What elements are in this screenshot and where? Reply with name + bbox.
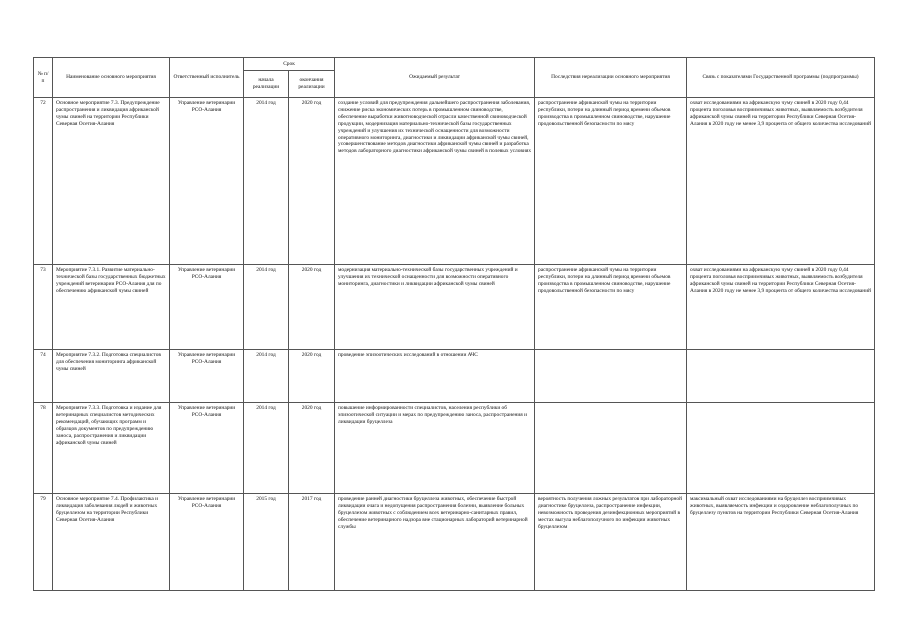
row-result: повышение информированности специалистов, населения республики об эпизоотической ситуации и мерах по предупреждению заноса, распространения и ликвидации бруцеллеза [335,403,535,494]
header-term: Срок [244,58,335,71]
header-name: Наименование основного мероприятия [53,58,170,98]
row-executor: Управление ветеринарии РСО-Алания [170,350,244,403]
row-name: Мероприятие 7.3.1. Развитие материально-технической базы государственных бюджетных учреждений ветеринарии РСО-Алания для по обеспечению африканской чумы свиней [53,265,170,350]
measures-table [33,57,875,591]
row-num: 78 [34,403,53,494]
row-consequences: распространение африканской чумы на территории республики, потери на длинный период времени объемов производства в промышленном свиноводстве, нарушение продовольственной безопасности по мясу [535,98,687,265]
row-link: охват исследованиями на африканскую чуму свиней в 2020 году 0,44 процента поголовья восприимчивых животных, выявляемость возбудителя африканской чумы свиней на территории Республики Северная Осетия-Алания в 2020 году не менее 3,9 процента от общего количества исследований [687,98,875,265]
row-executor: Управление ветеринарии РСО-Алания [170,98,244,265]
row-consequences [535,350,687,403]
header-consequences: Последствия нереализации основного мероприятия [535,58,687,98]
document-page [33,57,874,613]
row-result: проведение ранней диагностики бруцеллеза животных, обеспечение быстрой ликвидации очага и недопущения распространения болезни, выявление больных бруцеллезом животных с соблюдением всех ветеринарно-санитарных правил, обеспечение ветеринарного надзора вне стационарных лабораторий ветеринарной службы [335,494,535,591]
row-start: 2014 год [244,265,289,350]
table-row [34,403,875,494]
row-name: Мероприятие 7.3.3. Подготовка и издание для ветеринарных специалистов методических рекомендаций, обучающих программ и образцов документов по предупреждению заноса, распространения и ликвидации африканской чумы свиней [53,403,170,494]
row-result: создание условий для предупреждения дальнейшего распространения заболевания, снижение риска экономических потерь в промышленном свиноводстве, обеспечение выработки животноводческой отрасли качественной свиноводческой продукции, модернизация материально-технической базы государственных учреждений и улучшения их технической оснащенности для возможности оперативного мониторинга, диагностики и ликвидации африканской чумы свиней, усовершенствование методов диагностики африканской чумы свиней и разработка методов лабораторного диагностики африканской чумы свиней в полевых условиях [335,98,535,265]
row-executor: Управление ветеринарии РСО-Алания [170,265,244,350]
header-link: Связь с показателями Государственной программы (подпрограммы) [687,58,875,98]
row-start: 2014 год [244,98,289,265]
row-result: модернизация материально-технической базы государственных учреждений и улучшения их технической оснащенности для возможности оперативного мониторинга, диагностики и ликвидации африканской чумы свиней [335,265,535,350]
row-end: 2020 год [289,403,335,494]
row-consequences [535,403,687,494]
header-result: Ожидаемый результат [335,58,535,98]
table-row [34,265,875,350]
row-end: 2017 год [289,494,335,591]
header-start: начала реализации [244,71,289,98]
header-num: № п/п [34,58,53,98]
row-result: проведение эпизоотических исследований в отношении АЧС [335,350,535,403]
row-link: максимальный охват исследованиями на бруцеллез восприимчивых животных, выявляемость инфекции и оздоровление неблагополучных по бруцеллезу пунктов на территории Республики Северная Осетия-Алания [687,494,875,591]
header-end: окончания реализации [289,71,335,98]
row-num: 73 [34,265,53,350]
row-end: 2020 год [289,98,335,265]
table-row [34,98,875,265]
row-link [687,403,875,494]
row-end: 2020 год [289,265,335,350]
row-link: охват исследованиями на африканскую чуму свиней в 2020 году 0,44 процента поголовья восприимчивых животных, выявляемость возбудителя африканской чумы свиней на территории Республики Северная Осетия-Алания в 2020 году не менее 3,9 процента от общего количества исследований [687,265,875,350]
row-consequences: вероятность получения ложных результатов при лабораторной диагностике бруцеллеза, распространение инфекции, невозможность проведения дезинфекционных мероприятий в местах выгула неблагополучного по инфекции животных бруцеллезом [535,494,687,591]
row-consequences: распространение африканской чумы на территории республики, потери на длинный период времени объемов производства в промышленном свиноводстве, нарушение продовольственной безопасности по мясу [535,265,687,350]
row-executor: Управление ветеринарии РСО-Алания [170,494,244,591]
table-row [34,350,875,403]
row-name: Основное мероприятие 7.3. Предупреждение распространения и ликвидация африканской чумы свиней на территории Республики Северная Осетия-Алания [53,98,170,265]
row-start: 2014 год [244,350,289,403]
row-num: 74 [34,350,53,403]
row-name: Основное мероприятие 7.4. Профилактика и ликвидация заболевания людей и животных бруцеллезом на территории Республики Северная Осетия-Алания [53,494,170,591]
row-link [687,350,875,403]
header-executor: Ответственный исполнитель [170,58,244,98]
row-name: Мероприятие 7.3.2. Подготовка специалистов для обеспечения мониторинга африканской чумы свиней [53,350,170,403]
table-row [34,494,875,591]
row-start: 2015 год [244,494,289,591]
row-num: 79 [34,494,53,591]
row-end: 2020 год [289,350,335,403]
row-executor: Управление ветеринарии РСО-Алания [170,403,244,494]
row-num: 72 [34,98,53,265]
header-row-1 [34,58,875,71]
row-start: 2014 год [244,403,289,494]
